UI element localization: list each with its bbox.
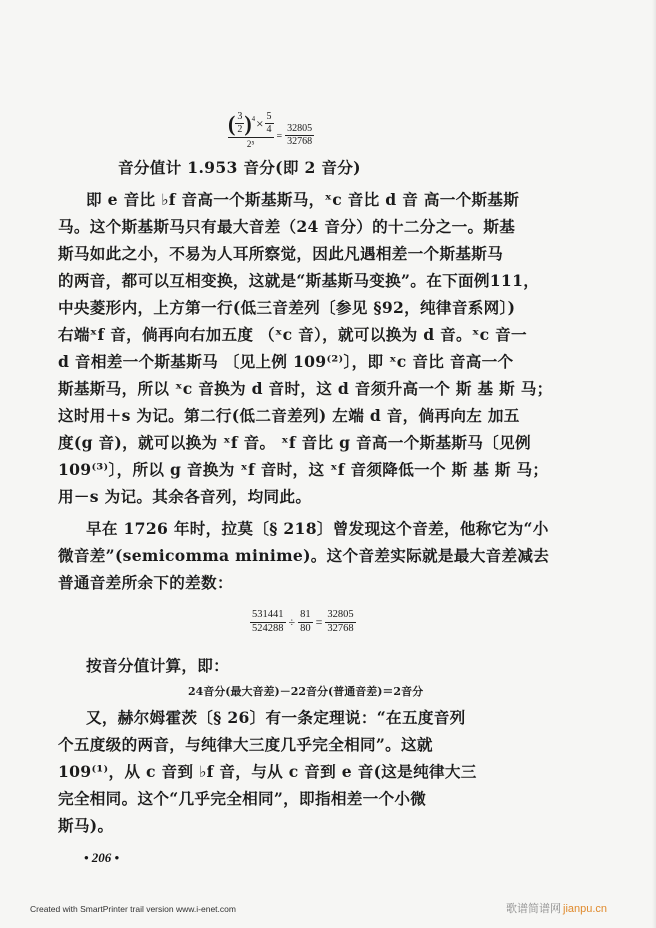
watermark-smartprinter: Created with SmartPrinter trail version www.i-enet.com — [30, 904, 236, 914]
paragraph-line: 109⁽³⁾〕，所以 g 音换为 ˣf 音时，这 ˣf 音须降低一个 斯 基 斯 马； — [58, 460, 549, 479]
paragraph-line: 完全相同。这个“几乎完全相同”，即指相差一个小微 — [58, 789, 427, 808]
paragraph-line: 按音分值计算，即： — [86, 656, 230, 675]
page-number: • 206 • — [84, 850, 120, 865]
paragraph-line: 斯马)。 — [58, 816, 114, 835]
watermark-jianpu: 歌谱简谱网 jianpu.cn — [506, 902, 608, 915]
formula-result: $\frac{32805}{32768}$ — [287, 123, 313, 147]
paragraph-line: 度(g 音)，就可以换为 ˣf 音。 ˣf 音比 g 音高一个斯基斯马〔见例 — [58, 433, 531, 452]
paragraph-line: 斯基斯马，所以 ˣc 音换为 d 音时，这 d 音须升高一个 斯 基 斯 马； — [58, 379, 553, 398]
page-edge-shadow — [652, 0, 656, 928]
formula-semicomma-ratio: $\frac{531441}{524288}$ ÷ $\frac{81}{80}$ = $\frac{32805}{32768}$ — [252, 609, 354, 634]
paragraph-line: 又，赫尔姆霍茨〔§ 26〕有一条定理说：“在五度音列 — [86, 708, 466, 727]
paragraph-line: 中央菱形内，上方第一行(低三音差列〔参见 §92，纯律音系网〕) — [58, 298, 516, 317]
cents-value-line: 音分值计 1.953 音分(即 2 音分) — [118, 158, 361, 177]
paragraph-line: 斯马如此之小，不易为人耳所察觉，因此凡遇相差一个斯基斯马 — [58, 244, 504, 263]
formula-cents-difference: 24音分(最大音差)－22音分(普通音差)＝2音分 — [188, 685, 424, 698]
paragraph-line: 微音差”(semicomma minime)。这个音差实际就是最大音差减去 — [58, 546, 550, 565]
paragraph-line: 早在 1726 年时，拉莫〔§ 218〕曾发现这个音差，他称它为“小 — [86, 519, 549, 538]
formula-numerator: ( $\frac{3}{2}$ ) 4 × $\frac{5}{4}$ — [228, 112, 274, 138]
paragraph-line: 普通音差所余下的差数： — [58, 573, 233, 592]
paragraph-line: 109⁽¹⁾，从 c 音到 ♭f 音，与从 c 音到 e 音(这是纯律大三 — [58, 762, 477, 781]
paragraph-line: 即 e 音比 ♭f 音高一个斯基斯马，ˣc 音比 d 音 高一个斯基斯 — [86, 190, 520, 209]
paragraph-line: 的两音，都可以互相变换，这就是“斯基斯马变换”。在下面例111， — [58, 271, 540, 290]
formula-denominator: 2⁵ — [246, 139, 255, 149]
paragraph-line: 用－s 为记。其余各音列，均同此。 — [58, 487, 312, 506]
paragraph-line: 右端ˣf 音，倘再向右加五度 （ˣc 音），就可以换为 d 音。ˣc 音一 — [58, 325, 527, 344]
formula-skhisma-ratio: ( $\frac{3}{2}$ ) 4 × $\frac{5}{4}$ 2⁵ = $\frac{32805}{32768}$ — [228, 110, 313, 149]
paragraph-line: d 音相差一个斯基斯马 〔见上例 109⁽²⁾〕，即 ˣc 音比 音高一个 — [58, 352, 514, 371]
paragraph-line: 马。这个斯基斯马只有最大音差（24 音分）的十二分之一。斯基 — [58, 217, 516, 236]
formula-main-fraction — [228, 112, 274, 149]
paragraph-line: 个五度级的两音，与纯律大三度几乎完全相同”。这就 — [58, 735, 433, 754]
paragraph-line: 这时用＋s 为记。第二行(低二音差列) 左端 d 音，倘再向左 加五 — [58, 406, 520, 425]
